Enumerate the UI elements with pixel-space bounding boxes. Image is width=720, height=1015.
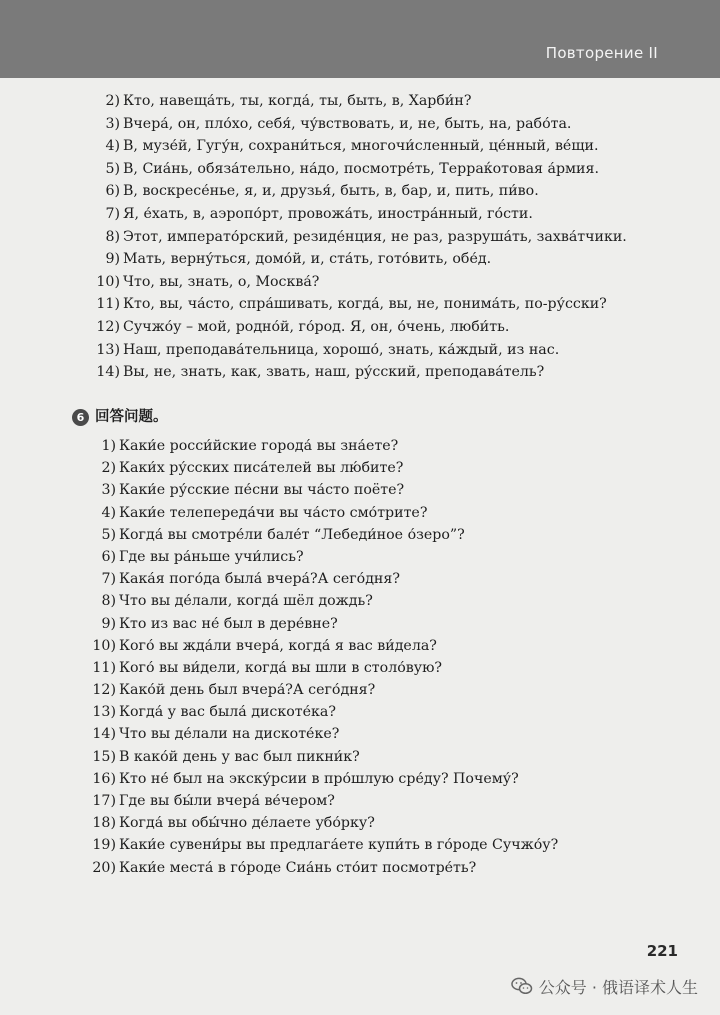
list-item: 3) Каки́е ру́сские пе́сни вы ча́сто поёте? (101, 482, 405, 499)
list-item: 17) Где вы бы́ли вчера́ ве́чером? (92, 793, 335, 809)
exercise-number-badge: 6 (72, 409, 89, 426)
list-item: 4) В, музе́й, Гугу́н, сохрани́ться, многочи́сленный, це́нный, ве́щи. (105, 138, 599, 155)
list-item: 13) Наш, преподава́тельница, хорошо́, знать, ка́ждый, из нас. (96, 341, 560, 358)
list-item: 6) Где вы ра́ньше учи́лись? (101, 548, 304, 565)
list-item: 16) Кто не́ был на экску́рсии в про́шлую сре́ду? Почему́? (92, 770, 519, 787)
list-item: 10) Что, вы, знать, о, Москва́? (96, 273, 320, 290)
list-item: 11) Кто, вы, ча́сто, спра́шивать, когда́, вы, не, понима́ть, по-ру́сски? (96, 296, 607, 313)
chapter-title: Повторение II (545, 44, 658, 62)
list-item: 19) Каки́е сувени́ры вы предлага́ете купи́ть в го́роде Сучжо́у? (92, 837, 559, 854)
wechat-icon (511, 977, 533, 995)
list-item: 15) В како́й день у вас был пикни́к? (92, 748, 360, 765)
list-item: 4) Каки́е телепереда́чи вы ча́сто смо́трите? (101, 504, 428, 521)
header-band (0, 0, 720, 78)
list-item: 18) Когда́ вы обы́чно де́лаете убо́рку? (92, 815, 375, 832)
list-item: 2) Кто, навеща́ть, ты, когда́, ты, быть, в, Харби́н? (105, 93, 472, 109)
list-item: 8) Что вы де́лали, когда́ шёл дождь? (101, 593, 373, 610)
list-item: 14) Вы, не, знать, как, звать, наш, ру́сский, преподава́тель? (96, 364, 545, 381)
list-item: 13) Когда́ у вас была́ дискоте́ка? (92, 704, 336, 721)
list-item: 11) Кого́ вы ви́дели, когда́ вы шли в столо́вую? (92, 659, 443, 676)
list-item: 9) Мать, верну́ться, домо́й, и, ста́ть, гото́вить, обе́д. (105, 251, 492, 268)
list-item: 20) Каки́е места́ в го́роде Сиа́нь сто́ит посмотре́ть? (92, 859, 477, 876)
list-item: 7) Я, е́хать, в, аэропо́рт, провожа́ть, иностра́нный, го́сти. (105, 205, 533, 222)
list-item: 14) Что вы де́лали на дискоте́ке? (92, 726, 340, 743)
exercise-6-list (0, 435, 720, 879)
list-item: 12) Како́й день был вчера́?А сего́дня? (92, 682, 376, 699)
list-item: 12) Сучжо́у – мой, родно́й, го́род. Я, он, о́чень, люби́ть. (96, 318, 510, 335)
exercise-5-list (0, 90, 720, 384)
watermark-text: 公众号 · 俄语译术人生 (538, 977, 698, 997)
list-item: 8) Этот, императо́рский, резиде́нция, не раз, разруша́ть, захва́тчики. (105, 228, 627, 245)
exercise-6-title: 回答问题。 (95, 409, 168, 425)
list-item: 1) Каки́е росси́йские города́ вы зна́ете? (101, 438, 399, 454)
watermark (511, 974, 698, 998)
list-item: 6) В, воскресе́нье, я, и, друзья́, быть, в, бар, и, пить, пи́во. (105, 183, 539, 200)
list-item: 2) Каки́х ру́сских писа́телей вы лю́бите? (101, 460, 404, 477)
list-item: 10) Кого́ вы жда́ли вчера́, когда́ я вас ви́дела? (92, 637, 437, 654)
list-item: 5) Когда́ вы смотре́ли бале́т “Лебеди́ное о́зеро”? (101, 526, 465, 543)
list-item: 3) Вчера́, он, пло́хо, себя́, чу́вствовать, и, не, быть, на, рабо́та. (105, 115, 572, 132)
page-number: 221 (646, 942, 678, 960)
exercise-6-heading (72, 405, 168, 429)
list-item: 7) Кака́я пого́да была́ вчера́?А сего́дня? (101, 571, 400, 588)
list-item: 5) В, Сиа́нь, обяза́тельно, на́до, посмотре́ть, Терраќотовая а́рмия. (105, 160, 599, 177)
list-item: 9) Кто из вас не́ был в дере́вне? (101, 615, 338, 632)
